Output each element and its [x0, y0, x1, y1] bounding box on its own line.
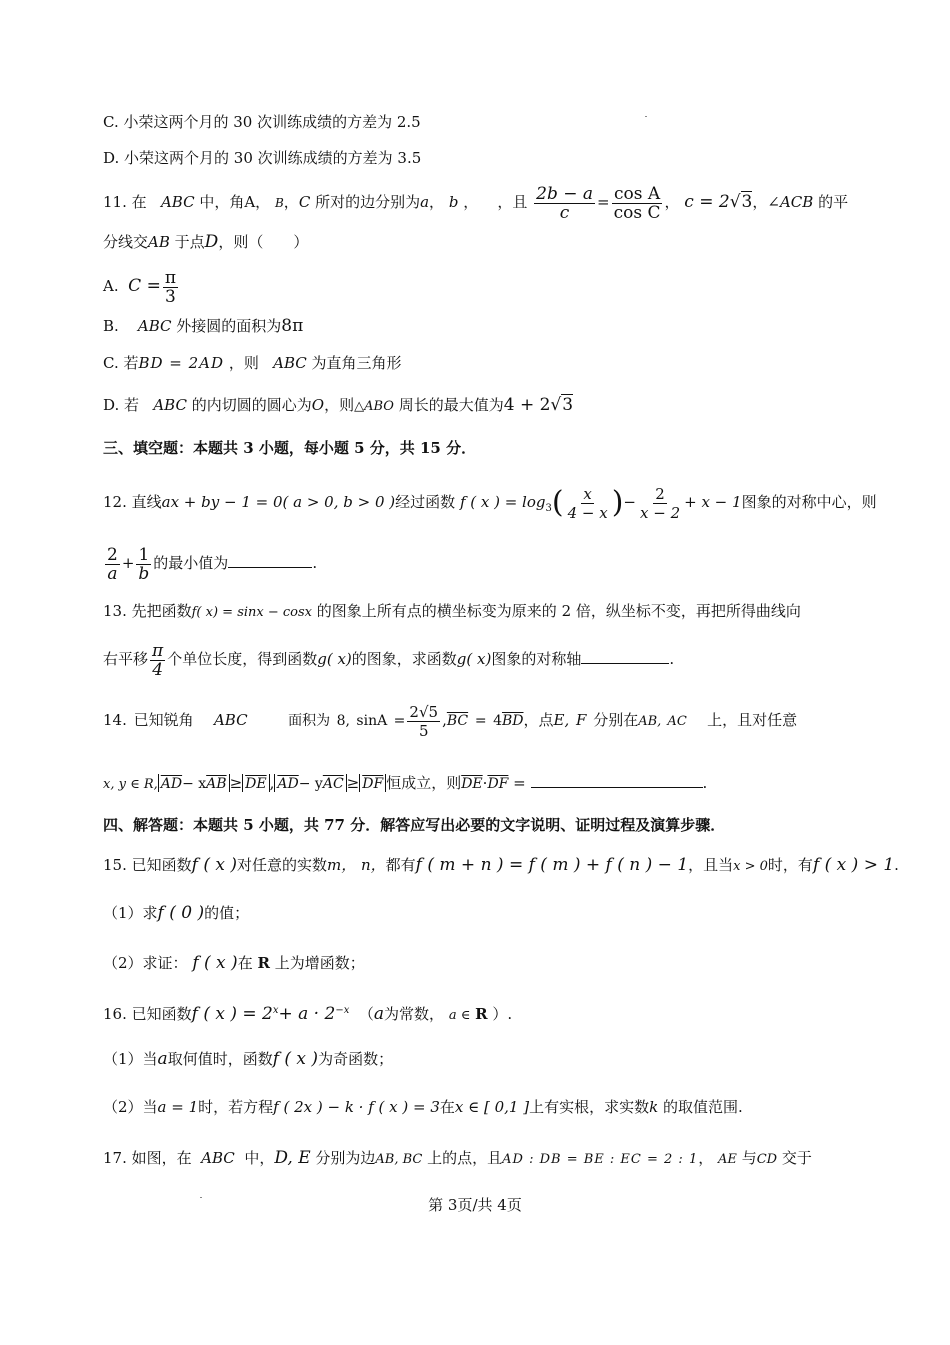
q16-stem: 16. 已知函数f ( x ) = $2^x+ a \cdot 2^{-x}$ （a为常数， a ∈ R ）.	[103, 1004, 513, 1024]
q11-fraction-right: $\frac{\text{cos A}}{\text{cos C}}$	[613, 183, 661, 223]
section-4-heading: 四、解答题：本题共 5 小题，共 77 分．解答应写出必要的文字说明、证明过程及演算步骤．	[103, 816, 726, 834]
q15-stem: 15. 已知函数f ( x )对任意的实数m， n，都有f ( m + n ) = f ( m ) + f ( n ) − 1，且当x > 0时，有f ( x ) > 1.	[103, 855, 899, 875]
q12-stem: 12. 直线ax + by − 1 = 0( a > 0, b > 0 )经过函数 f ( x ) = $\log_3$( $\frac{x}{4 - x}$ )− $\frac{2}{x - 2}$ + x − 1图象的对称中心，则	[103, 484, 877, 522]
q14-stem-line2: x, y ∈ R, $\overline{AD}- x\overline{AB} \ge \overline{DE}$ , $\overline{AD}- y\overline{AC} \ge \overline{DF}$ 恒成立，则$\overline{DE}\cdot\overline{DF}$ = .	[103, 774, 708, 792]
q13-stem: 13. 先把函数f( x) = sinx − cosx 的图象上所有点的横坐标变为原来的 2 倍，纵坐标不变，再把所得曲线向	[103, 602, 801, 620]
section-3-heading: 三、填空题：本题共 3 小题，每小题 5 分，共 15 分．	[103, 439, 477, 457]
q11-option-b: B. ABC 外接圆的面积为8π	[103, 316, 304, 336]
q13-stem-line2: 右平移 $\frac{\pi}{4}$ 个单位长度，得到函数g( x)的图象，求函数g( x)图象的对称轴 .	[103, 640, 675, 680]
q11-option-a: A. C = $\frac{\pi}{3}$	[103, 267, 176, 307]
page-footer: 第 3页/共 4页	[428, 1196, 522, 1214]
q11-stem-line2: 分线交AB 于点D，则（ ）	[103, 232, 309, 252]
q15-part-1: （1）求f ( 0 )的值；	[103, 903, 250, 923]
q16-part-2: （2）当a = 1时，若方程f ( 2x ) − k · f ( x ) = 3在x ∈ [ 0,1 ]上有实根，求实数k 的取值范围.	[103, 1098, 743, 1116]
q16-part-1: （1）当a取何值时，函数f ( x )为奇函数；	[103, 1049, 394, 1069]
q14-answer-blank[interactable]	[531, 787, 703, 788]
q17-stem: 17. 如图，在 ABC 中，D, E 分别为边AB, BC 上的点，且AD : DB = BE : EC = 2 : 1， AE 与CD 交于	[103, 1148, 812, 1168]
q11-stem: 11. 在 ABC 中，角A， B，C 所对的边分别为a， b ， ，且 $\frac{2b - a}{c}$ = $\frac{\text{cos A}}{\text{cos C}}$ ， c = 2√3，∠ACB 的平	[103, 183, 849, 223]
q13-answer-blank[interactable]	[581, 663, 669, 664]
scan-dot	[645, 116, 647, 117]
q11-fraction-left: $\frac{2b - a}{c}$	[536, 183, 594, 223]
q14-stem: 14. 已知锐角 ABC 面积为 8, sinA = $\frac{2√5}{5}$ $,\overline{BC} = 4\overline{BD}$，点E, F 分别在AB, AC 上，且对任意	[103, 702, 798, 740]
q10-option-c: C. 小荣这两个月的 30 次训练成绩的方差为 2.5	[103, 113, 421, 131]
q10-option-d: D. 小荣这两个月的 30 次训练成绩的方差为 3.5	[103, 149, 422, 167]
q11-option-c: C. 若BD = 2AD ，则 ABC 为直角三角形	[103, 354, 402, 372]
q12-question: $\frac{2}{a}$ + $\frac{1}{b}$ 的最小值为 .	[107, 544, 318, 584]
q15-part-2: （2）求证： f ( x )在 R 上为增函数；	[103, 953, 365, 973]
q11-option-d: D. 若 ABC 的内切圆的圆心为O，则△ABO 周长的最大值为4 + 2√3	[103, 395, 574, 415]
q12-answer-blank[interactable]	[228, 567, 312, 568]
